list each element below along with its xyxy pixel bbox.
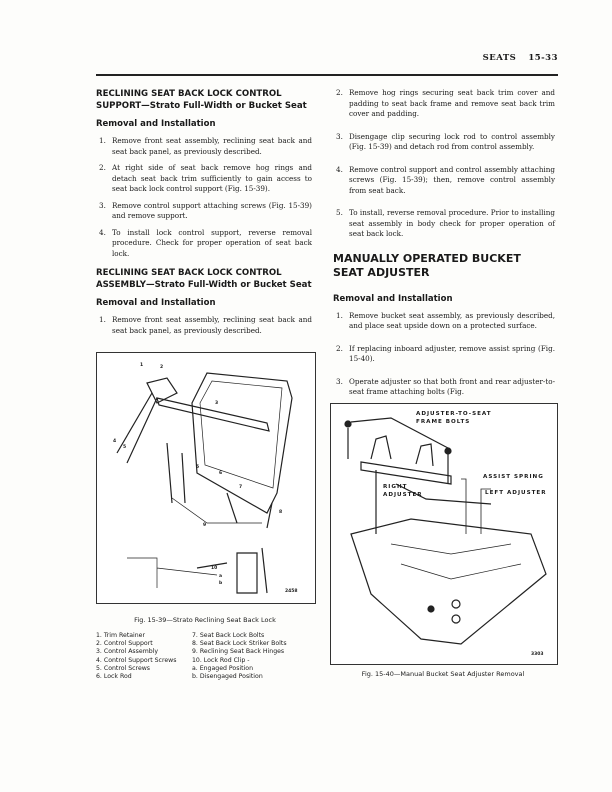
section-heading: RECLINING SEAT BACK LOCK CONTROL SUPPORT—Strato Full-Width or Bucket Seat — [96, 89, 307, 111]
legend-item: 6. Lock Rod — [96, 673, 132, 681]
label-right: RIGHT — [383, 484, 408, 490]
callout-2: 2 — [160, 365, 164, 370]
step-list — [333, 311, 555, 398]
step-list — [96, 315, 312, 336]
step: 2. If replacing inboard adjuster, remove assist spring (Fig. 15-40). — [336, 343, 555, 363]
figure-15-39 — [96, 352, 316, 604]
callout-b: b — [219, 581, 223, 586]
seat-adjuster-illustration — [331, 404, 557, 664]
step: 1. Remove bucket seat assembly, as previously described, and place seat upside down on a protected surface. — [336, 310, 555, 330]
step: 2. At right side of seat back remove hog rings and detach seat back trim sufficiently to gain access to seat back lock control support (Fig. 15-39). — [99, 163, 312, 193]
callout-1: 1 — [140, 363, 144, 368]
figure-legend — [96, 632, 326, 681]
step: 2. Remove hog rings securing seat back trim cover and padding to seat back frame and remove seat back trim cover and padding. — [336, 88, 555, 118]
left-column — [96, 88, 312, 344]
figure-caption: Fig. 15-39—Strato Reclining Seat Back Lock — [134, 616, 276, 624]
label-left-adjuster: LEFT ADJUSTER — [485, 490, 547, 496]
subheading: Removal and Installation — [96, 119, 216, 129]
page-number: 15-33 — [528, 53, 558, 63]
callout-4: 4 — [113, 439, 117, 444]
label-assist-spring: ASSIST SPRING — [483, 474, 544, 480]
legend-item: b. Disengaged Position — [192, 673, 263, 681]
legend-item: 5. Control Screws — [96, 664, 151, 672]
callout-5: 5 — [123, 445, 127, 450]
subheading: Removal and Installation — [96, 298, 216, 308]
legend-item: 3. Control Assembly — [96, 648, 159, 656]
legend-item: 1. Trim Retainer — [96, 632, 146, 639]
callout-6: 6 — [219, 471, 223, 476]
step: 3. Remove control support attaching screws (Fig. 15-39) and remove support. — [99, 200, 312, 220]
legend-item: 8. Seat Back Lock Striker Bolts — [192, 640, 287, 648]
section-heading: MANUALLY OPERATED BUCKET SEAT ADJUSTER — [333, 251, 521, 279]
legend-item: 10. Lock Rod Clip - — [192, 656, 250, 664]
callout-5b: 5 — [196, 465, 200, 470]
callout-10: 10 — [211, 566, 218, 571]
step: 5. To install, reverse removal procedure. Prior to installing seat assembly in body check for proper operation of seat back lock. — [336, 208, 555, 238]
step-list — [333, 88, 555, 240]
right-column — [333, 88, 555, 410]
step: 4. To install lock control support, reverse removal procedure. Check for proper operation of seat back lock. — [99, 227, 312, 258]
step: 1. Remove front seat assembly, reclining seat back and seat back panel, as previously described. — [99, 136, 312, 156]
figure-15-40 — [330, 403, 558, 665]
figure-number: 2458 — [285, 589, 298, 594]
step: 1. Remove front seat assembly, reclining seat back and seat back panel, as previously described. — [99, 315, 312, 335]
legend-item: a. Engaged Position — [192, 664, 253, 672]
figure-number: 3303 — [531, 652, 544, 657]
header-rule — [96, 74, 558, 76]
section-name: SEATS — [482, 53, 517, 63]
callout-3: 3 — [215, 401, 219, 406]
step: 4. Remove control support and control assembly attaching screws (Fig. 15-39); then, remove control assembly from seat back. — [336, 164, 555, 195]
step-list — [96, 136, 312, 259]
label-frame-bolts: FRAME BOLTS — [416, 419, 471, 425]
running-header — [470, 53, 558, 63]
subheading: Removal and Installation — [333, 293, 453, 304]
callout-8: 8 — [279, 510, 283, 515]
callout-9: 9 — [203, 523, 207, 528]
legend-item: 9. Reclining Seat Back Hinges — [192, 648, 285, 656]
legend-item: 2. Control Support — [96, 640, 153, 648]
legend-item: 7. Seat Back Lock Bolts — [192, 632, 265, 639]
section-heading: RECLINING SEAT BACK LOCK CONTROL ASSEMBLY—Strato Full-Width or Bucket Seat — [96, 268, 312, 290]
label-adjuster: ADJUSTER — [383, 492, 423, 498]
callout-7: 7 — [239, 485, 243, 490]
callout-a: a — [219, 574, 223, 579]
step: 3. Disengage clip securing lock rod to control assembly (Fig. 15-39) and detach rod from control assembly. — [336, 131, 555, 151]
step: 3. Operate adjuster so that both front and rear adjuster-to-seat frame attaching bolts (Fig. — [336, 376, 555, 396]
seat-back-lock-illustration — [97, 353, 315, 603]
label-adjuster-to-seat: ADJUSTER-TO-SEAT — [416, 411, 492, 417]
figure-caption: Fig. 15-40—Manual Bucket Seat Adjuster Removal — [361, 670, 525, 678]
legend-item: 4. Control Support Screws — [96, 656, 177, 664]
